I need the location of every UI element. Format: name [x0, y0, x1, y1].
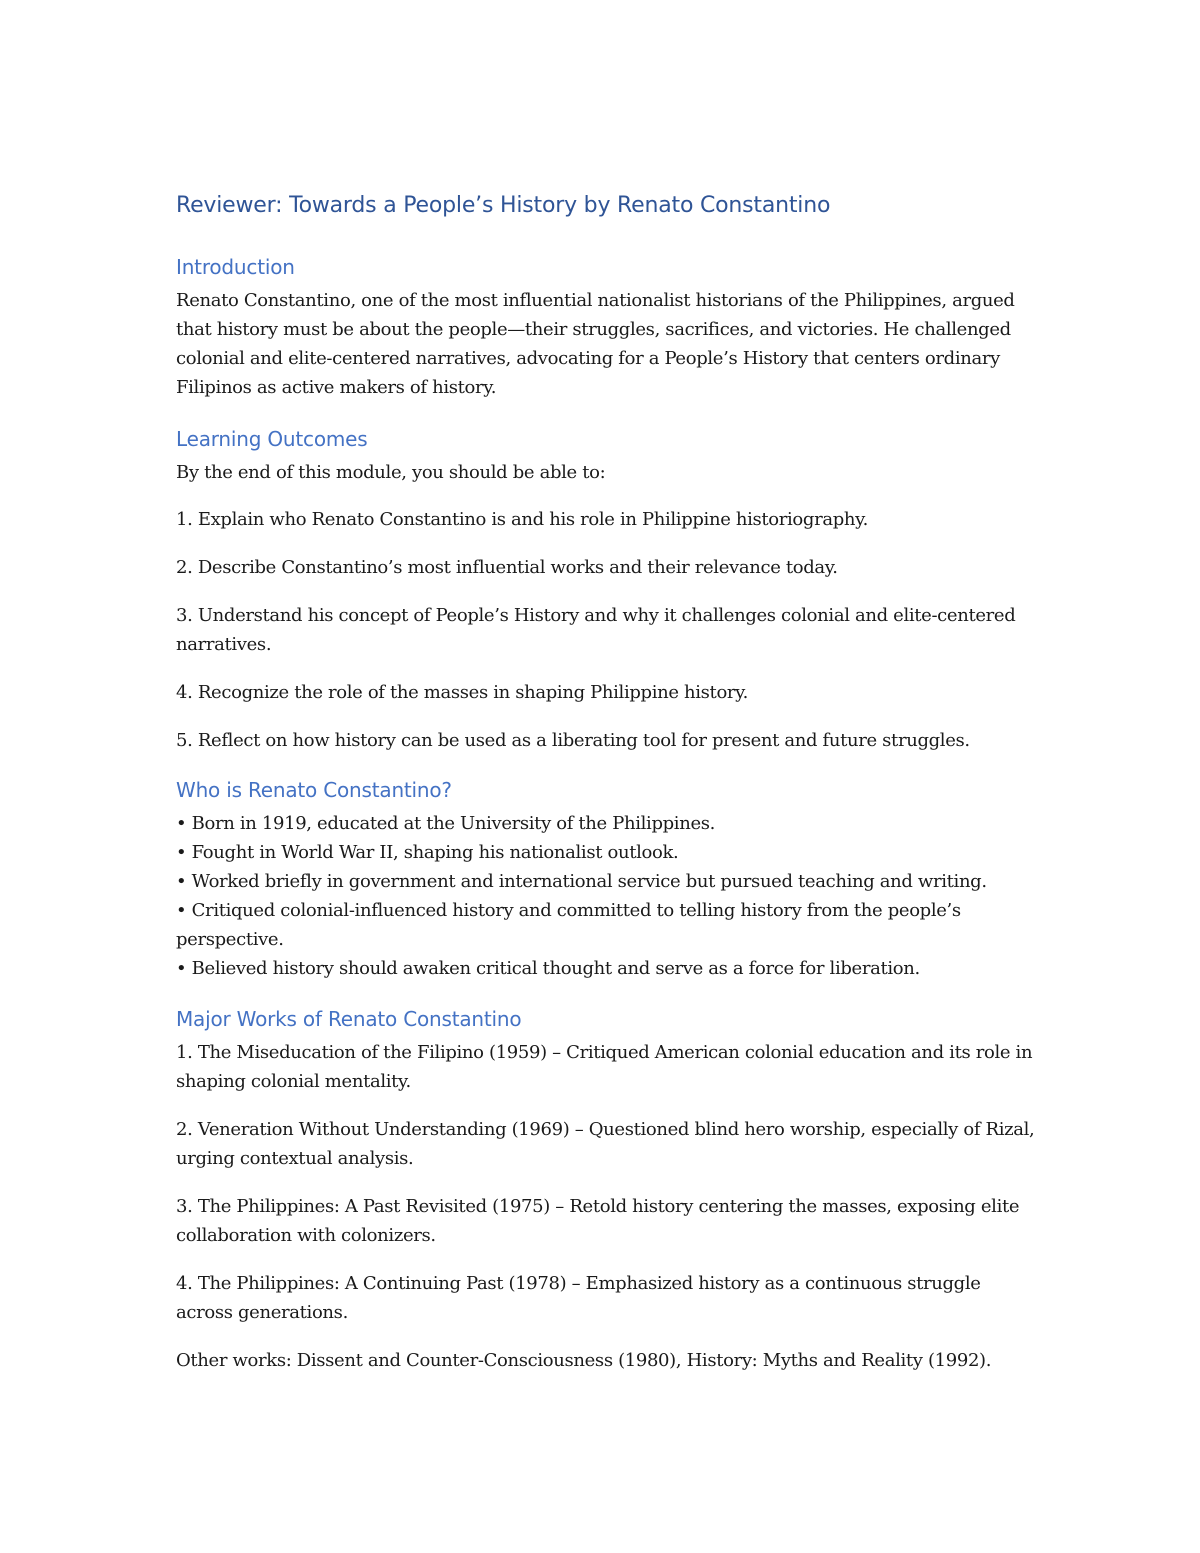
- learning-outcome-item: 5. Reflect on how history can be used as a liberating tool for present and future struggles.: [176, 730, 970, 751]
- major-work-item: 1. The Miseducation of the Filipino (1959) – Critiqued American colonial education and its role in shaping colonial mentality.: [176, 1042, 1033, 1092]
- major-work-item: 3. The Philippines: A Past Revisited (1975) – Retold history centering the masses, exposing elite collaboration with colonizers.: [176, 1196, 1020, 1246]
- learning-outcome-item: 4. Recognize the role of the masses in shaping Philippine history.: [176, 682, 748, 703]
- list-item: • Born in 1919, educated at the University of the Philippines.: [176, 813, 716, 834]
- learning-outcome-item: 3. Understand his concept of People’s History and why it challenges colonial and elite-centered narratives.: [176, 605, 1016, 655]
- who-is-bullet-list: [176, 809, 1036, 983]
- other-works-text: Other works: Dissent and Counter-Consciousness (1980), History: Myths and Reality (1992).: [176, 1350, 992, 1371]
- list-item: • Worked briefly in government and international service but pursued teaching and writing.: [176, 871, 987, 892]
- learning-outcomes-lead: By the end of this module, you should be able to:: [176, 462, 606, 483]
- document-title: Reviewer: Towards a People’s History by Renato Constantino: [176, 193, 831, 218]
- learning-outcomes-heading: Learning Outcomes: [176, 427, 368, 451]
- learning-outcome-item: 2. Describe Constantino’s most influential works and their relevance today.: [176, 557, 838, 578]
- major-work-item: 4. The Philippines: A Continuing Past (1978) – Emphasized history as a continuous struggle across generations.: [176, 1273, 981, 1323]
- list-item: • Believed history should awaken critical thought and serve as a force for liberation.: [176, 958, 920, 979]
- introduction-text: Renato Constantino, one of the most influential nationalist historians of the Philippines, argued that history must be about the people—their struggles, sacrifices, and victories. He challenged colonial and elite-centered narratives, advocating for a People’s History that centers ordinary Filipinos as active makers of history.: [176, 290, 1015, 398]
- major-works-heading: Major Works of Renato Constantino: [176, 1007, 522, 1031]
- document-page: [176, 188, 1036, 1375]
- major-work-item: 2. Veneration Without Understanding (1969) – Questioned blind hero worship, especially of Rizal, urging contextual analysis.: [176, 1119, 1035, 1169]
- who-is-heading: Who is Renato Constantino?: [176, 778, 452, 802]
- list-item: • Critiqued colonial-influenced history and committed to telling history from the people’s perspective.: [176, 900, 961, 950]
- introduction-heading: Introduction: [176, 255, 295, 279]
- list-item: • Fought in World War II, shaping his nationalist outlook.: [176, 842, 679, 863]
- learning-outcome-item: 1. Explain who Renato Constantino is and his role in Philippine historiography.: [176, 509, 868, 530]
